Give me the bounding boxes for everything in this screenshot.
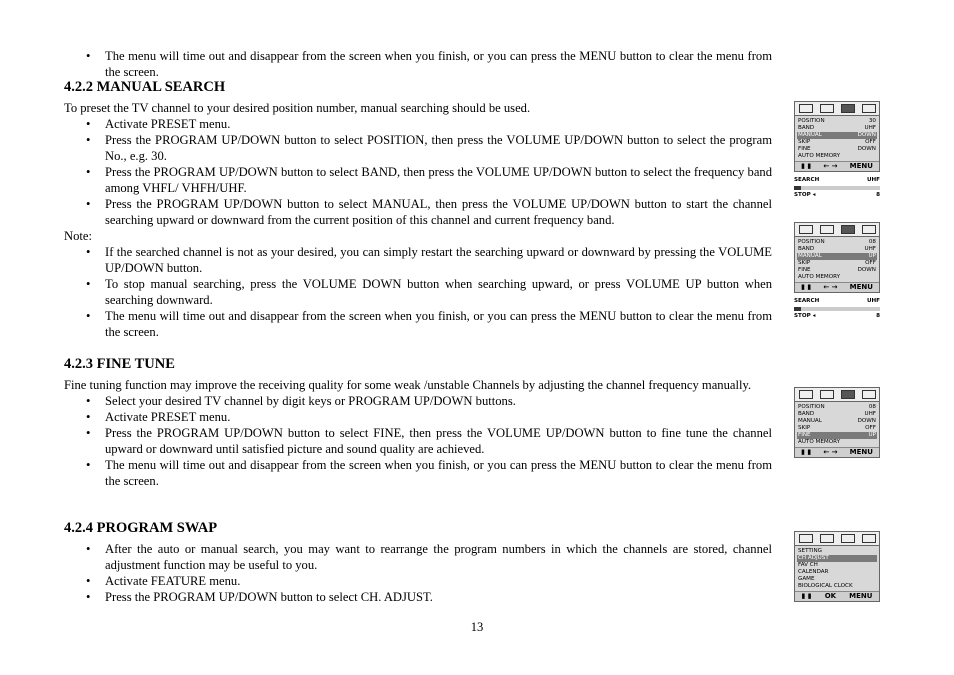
osd-menu-list bbox=[795, 116, 879, 161]
search-progress-fill bbox=[794, 186, 801, 190]
osd-menu-row bbox=[797, 555, 877, 562]
osd-footer-hint: MENU bbox=[849, 162, 873, 170]
osd-menu-row bbox=[797, 260, 877, 267]
search-band: UHF bbox=[866, 177, 880, 183]
section-heading: 4.2.2 MANUAL SEARCH bbox=[64, 79, 226, 95]
osd-row-value: OFF bbox=[865, 425, 876, 431]
feature-icon bbox=[862, 534, 876, 543]
osd-row-value: 30 bbox=[868, 118, 876, 124]
section-intro: Fine tuning function may improve the receiving quality for some weak /unstable Channels by adjusting the channel frequency manually. bbox=[64, 378, 752, 392]
section-heading: 4.2.3 FINE TUNE bbox=[64, 356, 175, 372]
sound-icon bbox=[841, 390, 855, 399]
osd-row-label: FINE bbox=[798, 432, 811, 438]
osd-row-label: AUTO MEMORY bbox=[798, 439, 841, 445]
list-item: • The menu will time out and disappear from the screen when you finish, or you can press the MENU button to clear the menu from the screen. bbox=[64, 308, 772, 340]
section-heading: 4.2.4 PROGRAM SWAP bbox=[64, 520, 218, 536]
osd-menu-row bbox=[797, 425, 877, 432]
osd-row-label: BAND bbox=[798, 125, 815, 131]
search-progress-fill bbox=[794, 307, 801, 311]
feature-icon bbox=[862, 390, 876, 399]
osd-menu-row bbox=[797, 139, 877, 146]
osd-row-value: DOWN bbox=[857, 132, 876, 138]
osd-row-value: DOWN bbox=[857, 418, 876, 424]
osd-row-label: MANUAL bbox=[798, 418, 822, 424]
osd-row-label: BIOLOGICAL CLOCK bbox=[798, 583, 853, 589]
osd-row-label: POSITION bbox=[798, 118, 825, 124]
fine-tune-section bbox=[64, 355, 772, 489]
tv-icon bbox=[799, 104, 813, 113]
osd-row-label: AUTO MEMORY bbox=[798, 153, 841, 159]
sound-icon bbox=[841, 225, 855, 234]
osd-row-value: UP bbox=[868, 432, 876, 438]
osd-row-label: FAV CH bbox=[798, 562, 818, 568]
osd-menu-row bbox=[797, 146, 877, 153]
search-progress-bar bbox=[794, 307, 880, 311]
sound-icon bbox=[841, 104, 855, 113]
picture-icon bbox=[820, 225, 834, 234]
osd-footer-hint: MENU bbox=[849, 448, 873, 456]
stop-label: STOP ◂ bbox=[794, 313, 816, 319]
osd-menu-row bbox=[797, 583, 877, 590]
osd-row-label: POSITION bbox=[798, 404, 825, 410]
osd-row-value: OFF bbox=[865, 139, 876, 145]
osd-row-label: FINE bbox=[798, 146, 811, 152]
osd-feature-ch-adjust bbox=[794, 531, 880, 602]
list-item: • Activate PRESET menu. bbox=[64, 409, 772, 425]
osd-menu-row bbox=[797, 274, 877, 281]
osd-row-value: UHF bbox=[864, 411, 876, 417]
picture-icon bbox=[820, 534, 834, 543]
osd-row-value: UHF bbox=[864, 246, 876, 252]
osd-row-label: FINE bbox=[798, 267, 811, 273]
osd-menu-row bbox=[797, 576, 877, 583]
osd-tab-bar bbox=[795, 532, 879, 546]
tv-icon bbox=[799, 390, 813, 399]
list-item: • After the auto or manual search, you may want to rearrange the program numbers in which the channels are stored, channel adjustment function may be useful to you. bbox=[64, 541, 772, 573]
osd-search-status bbox=[794, 298, 880, 320]
search-label: SEARCH bbox=[794, 177, 820, 183]
osd-footer-hint: MENU bbox=[849, 283, 873, 291]
list-item: • If the searched channel is not as your desired, you can simply restart the searching upward or downward by pressing the VOLUME UP/DOWN button. bbox=[64, 244, 772, 276]
osd-row-label: MANUAL bbox=[798, 132, 822, 138]
osd-menu-frame bbox=[794, 531, 880, 602]
osd-menu-row bbox=[797, 153, 877, 160]
list-item: • Press the PROGRAM UP/DOWN button to select BAND, then press the VOLUME UP/DOWN button to select the frequency band among VHFL/ VHFH/UHF. bbox=[64, 164, 772, 196]
osd-menu-frame bbox=[794, 222, 880, 293]
tv-icon bbox=[799, 534, 813, 543]
osd-row-label: SKIP bbox=[798, 260, 811, 266]
list-item: • Press the PROGRAM UP/DOWN button to select POSITION, then press the VOLUME UP/DOWN button to select the program No., e.g. 30. bbox=[64, 132, 772, 164]
list-item: • Press the PROGRAM UP/DOWN button to select MANUAL, then press the VOLUME UP/DOWN button to start the channel searching upward or downward from the current position of this channel and current frequency band. bbox=[64, 196, 772, 228]
osd-footer-hint: ← → bbox=[823, 162, 838, 170]
osd-menu-row bbox=[797, 404, 877, 411]
osd-row-label: CALENDAR bbox=[798, 569, 829, 575]
note-label: Note: bbox=[64, 229, 92, 243]
page-number: 13 bbox=[470, 620, 484, 634]
osd-footer bbox=[795, 591, 879, 601]
osd-row-value: DOWN bbox=[857, 146, 876, 152]
osd-footer-hint: ▮ ▮ bbox=[801, 448, 812, 456]
osd-preset-fine-up bbox=[794, 387, 880, 458]
osd-row-label: GAME bbox=[798, 576, 815, 582]
osd-row-value: OFF bbox=[865, 260, 876, 266]
osd-menu-row bbox=[797, 569, 877, 576]
osd-row-label: POSITION bbox=[798, 239, 825, 245]
search-band: UHF bbox=[866, 298, 880, 304]
osd-search-status bbox=[794, 177, 880, 199]
list-item: • Select your desired TV channel by digit keys or PROGRAM UP/DOWN buttons. bbox=[64, 393, 772, 409]
osd-row-label: SETTING bbox=[798, 548, 822, 554]
osd-menu-list bbox=[795, 546, 879, 591]
osd-tab-bar bbox=[795, 102, 879, 116]
osd-menu-row bbox=[797, 562, 877, 569]
osd-row-label: SKIP bbox=[798, 139, 811, 145]
osd-tab-bar bbox=[795, 223, 879, 237]
list-item: • Press the PROGRAM UP/DOWN button to select FINE, then press the VOLUME UP/DOWN button to fine tune the channel upward or downward until satisfied picture and sound quality are achieved. bbox=[64, 425, 772, 457]
list-item: • To stop manual searching, press the VOLUME DOWN button when searching upward, or press VOLUME UP button when searching downward. bbox=[64, 276, 772, 308]
osd-footer-hint: ← → bbox=[823, 448, 838, 456]
osd-row-value: UHF bbox=[864, 125, 876, 131]
osd-row-value: 08 bbox=[868, 404, 876, 410]
list-item: • Activate PRESET menu. bbox=[64, 116, 772, 132]
sound-icon bbox=[841, 534, 855, 543]
osd-menu-row bbox=[797, 411, 877, 418]
osd-row-value: DOWN bbox=[857, 267, 876, 273]
osd-menu-row bbox=[797, 548, 877, 555]
osd-row-label: BAND bbox=[798, 246, 815, 252]
list-item: • Activate FEATURE menu. bbox=[64, 573, 772, 589]
feature-icon bbox=[862, 225, 876, 234]
osd-footer-hint: MENU bbox=[849, 592, 873, 600]
osd-row-label: BAND bbox=[798, 411, 815, 417]
osd-menu-row bbox=[797, 267, 877, 274]
feature-icon bbox=[862, 104, 876, 113]
manual-search-section bbox=[64, 78, 772, 340]
osd-footer-hint: ← → bbox=[823, 283, 838, 291]
list-item: • The menu will time out and disappear from the screen when you finish, or you can press the MENU button to clear the menu from the screen. bbox=[64, 457, 772, 489]
stop-value: 8 bbox=[876, 192, 880, 198]
list-item: • The menu will time out and disappear from the screen when you finish, or you can press the MENU button to clear the menu from the screen. bbox=[64, 48, 772, 80]
osd-row-label: CH ADJUST bbox=[798, 555, 829, 561]
osd-menu-frame bbox=[794, 101, 880, 172]
osd-footer-hint: ▮ ▮ bbox=[801, 283, 812, 291]
osd-row-label: AUTO MEMORY bbox=[798, 274, 841, 280]
list-item: • Press the PROGRAM UP/DOWN button to select CH. ADJUST. bbox=[64, 589, 772, 605]
osd-row-value: UP bbox=[868, 253, 876, 259]
picture-icon bbox=[820, 104, 834, 113]
osd-preset-manual-up bbox=[794, 222, 880, 320]
osd-menu-row bbox=[797, 132, 877, 139]
osd-footer-hint: ▮ ▮ bbox=[801, 162, 812, 170]
osd-footer-hint: ▮ ▮ bbox=[801, 592, 812, 600]
osd-menu-row bbox=[797, 239, 877, 246]
stop-label: STOP ◂ bbox=[794, 192, 816, 198]
osd-footer bbox=[795, 282, 879, 292]
osd-menu-row bbox=[797, 418, 877, 425]
osd-footer bbox=[795, 161, 879, 171]
osd-footer-hint: OK bbox=[824, 592, 837, 600]
search-label: SEARCH bbox=[794, 298, 820, 304]
intro-section bbox=[64, 48, 772, 80]
osd-menu-row bbox=[797, 118, 877, 125]
osd-menu-list bbox=[795, 237, 879, 282]
osd-tab-bar bbox=[795, 388, 879, 402]
osd-menu-row bbox=[797, 432, 877, 439]
picture-icon bbox=[820, 390, 834, 399]
osd-row-label: SKIP bbox=[798, 425, 811, 431]
osd-menu-frame bbox=[794, 387, 880, 458]
osd-menu-row bbox=[797, 253, 877, 260]
osd-menu-row bbox=[797, 125, 877, 132]
search-progress-bar bbox=[794, 186, 880, 190]
osd-row-label: MANUAL bbox=[798, 253, 822, 259]
stop-value: 8 bbox=[876, 313, 880, 319]
osd-footer bbox=[795, 447, 879, 457]
program-swap-section bbox=[64, 519, 772, 605]
osd-menu-row bbox=[797, 246, 877, 253]
osd-row-value: 08 bbox=[868, 239, 876, 245]
osd-preset-manual-down bbox=[794, 101, 880, 199]
osd-menu-list bbox=[795, 402, 879, 447]
osd-menu-row bbox=[797, 439, 877, 446]
tv-icon bbox=[799, 225, 813, 234]
section-intro: To preset the TV channel to your desired position number, manual searching should be used. bbox=[64, 101, 531, 115]
